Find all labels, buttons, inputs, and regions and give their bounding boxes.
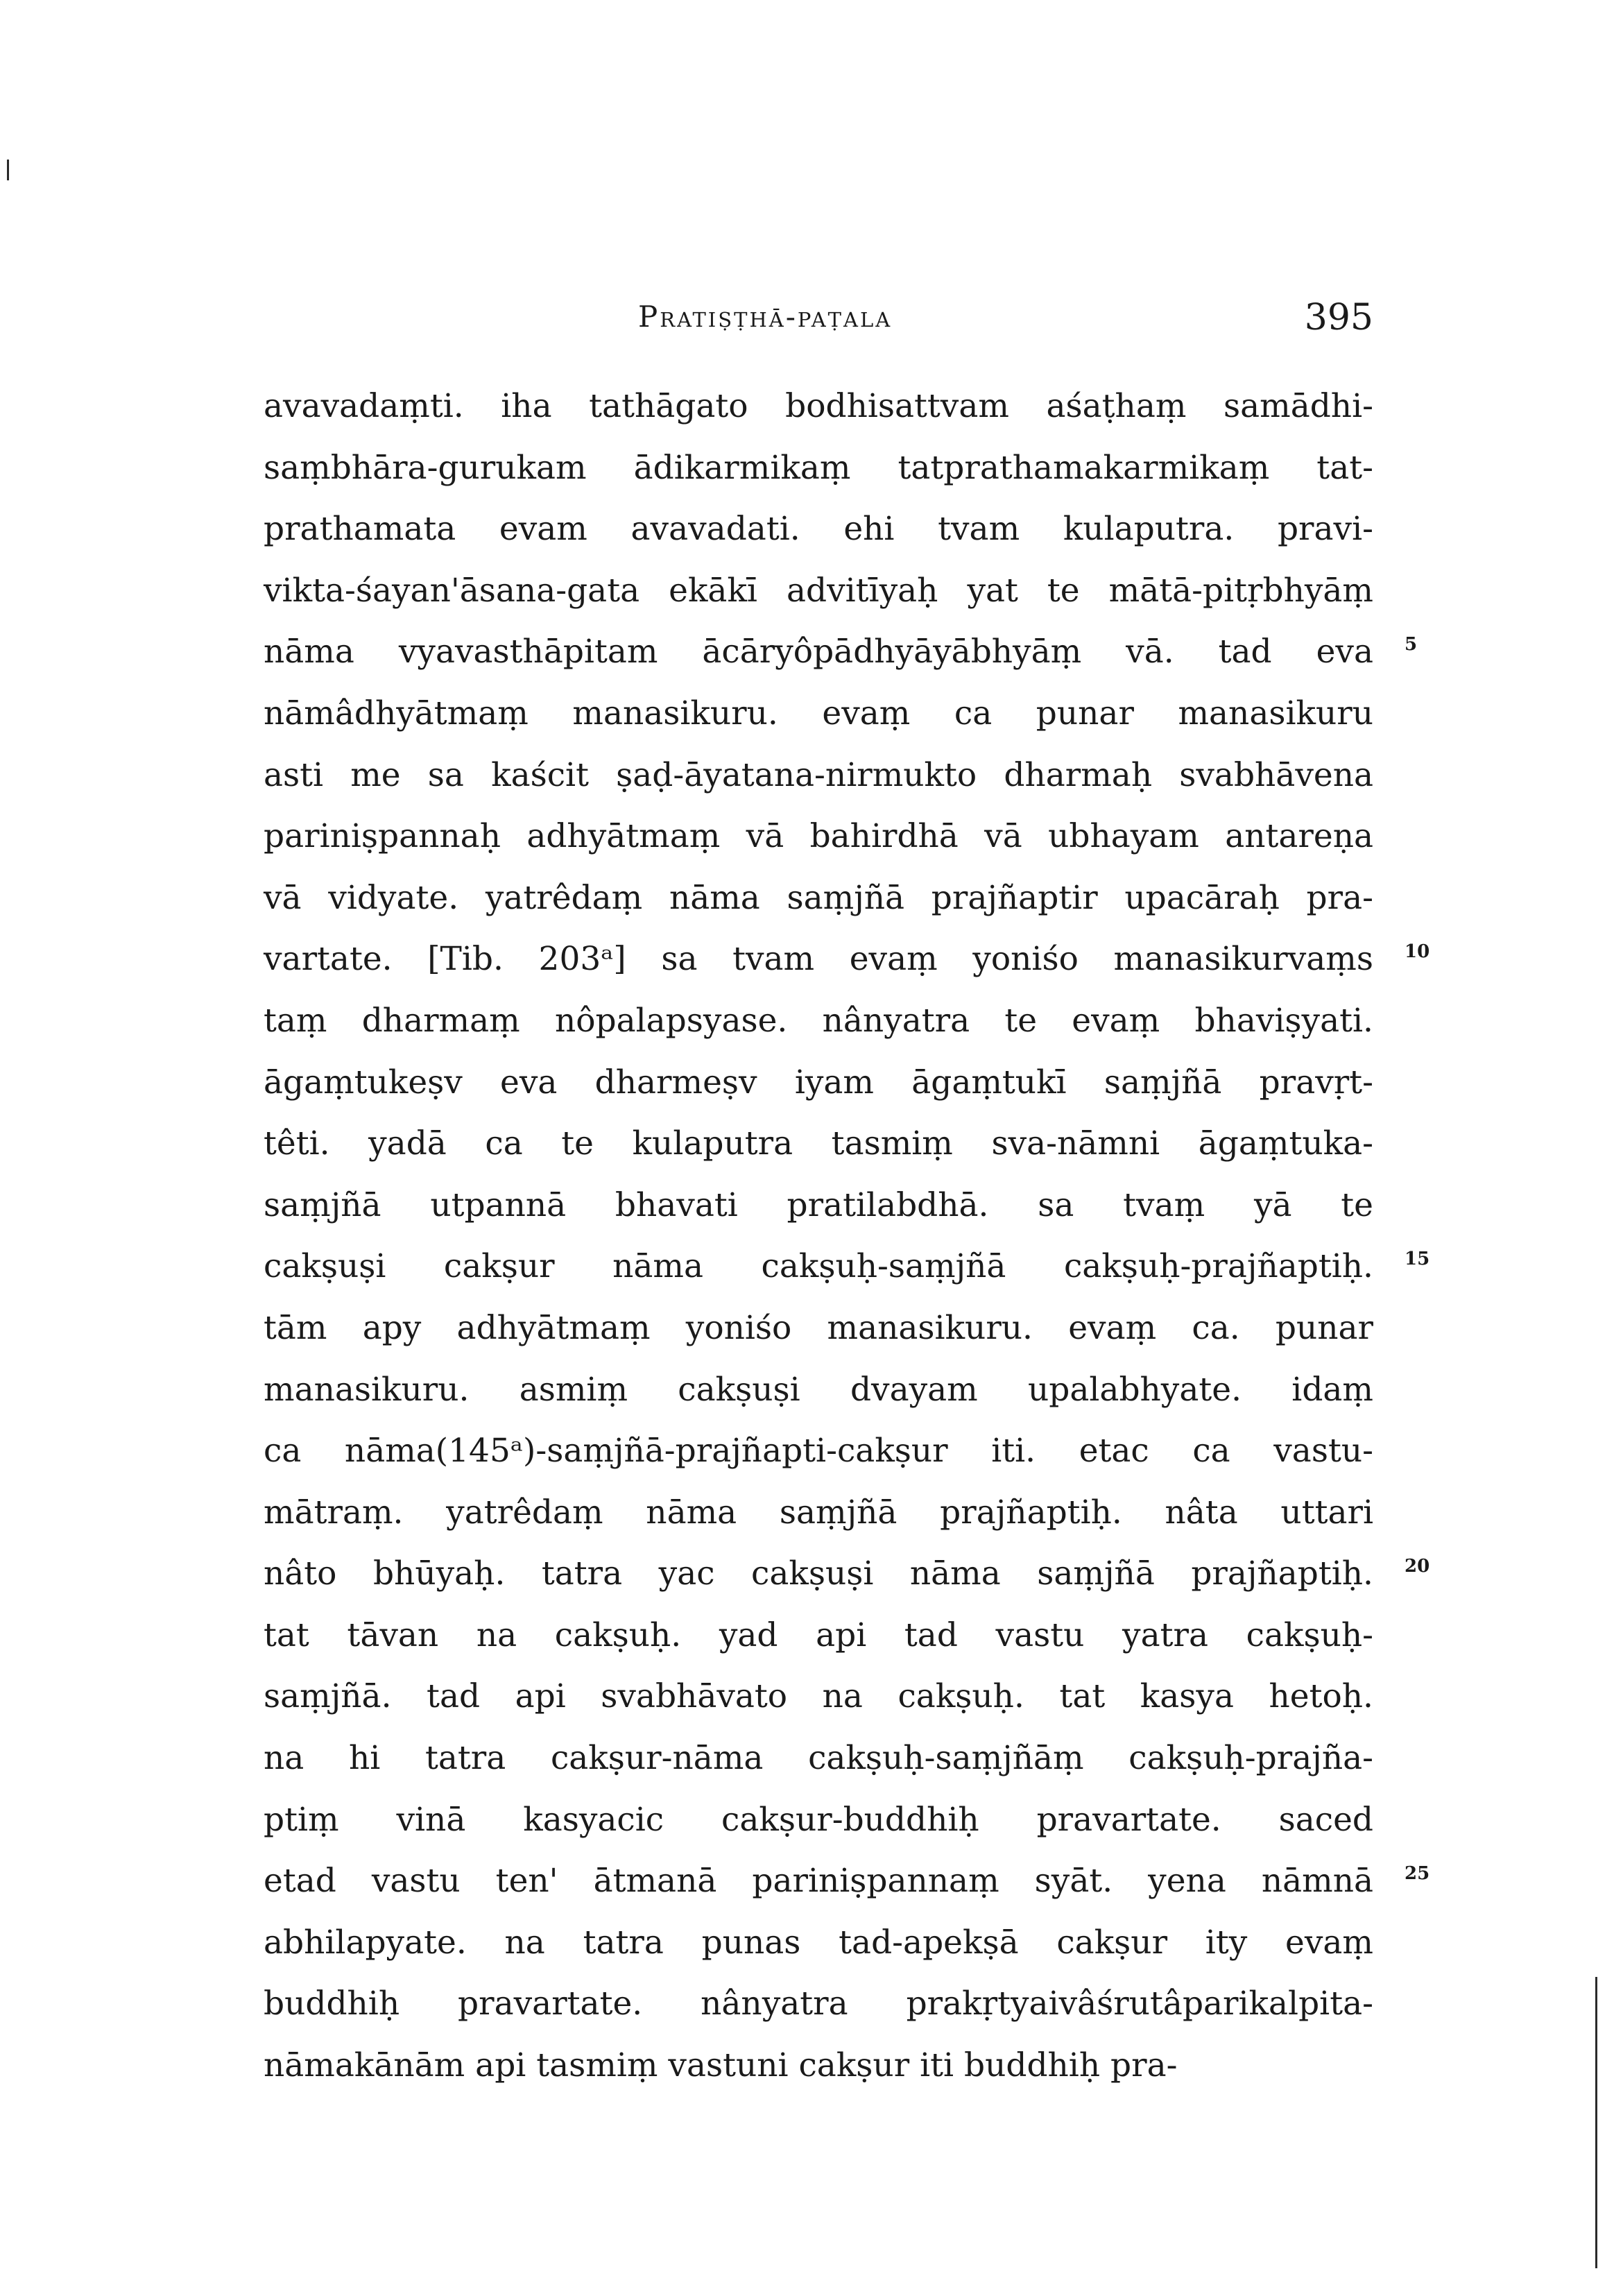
- text-line: tat tāvan na cakṣuḥ. yad api tad vastu yatra cakṣuḥ-: [264, 1616, 1373, 1654]
- scan-edge-mark: [1595, 1977, 1597, 2268]
- text-line: cakṣuṣi cakṣur nāma cakṣuḥ-saṃjñā cakṣuḥ-prajñaptiḥ.: [264, 1247, 1373, 1286]
- text-line: etad vastu ten' ātmanā pariniṣpannaṃ syāt. yena nāmnā: [264, 1862, 1373, 1901]
- line-number: 25: [1405, 1863, 1430, 1884]
- text-line: pariniṣpannaḥ adhyātmaṃ vā bahirdhā vā ubhayam antareṇa: [264, 817, 1373, 856]
- line-number: 15: [1405, 1249, 1430, 1269]
- line-number: 5: [1405, 634, 1418, 655]
- text-line: mātraṃ. yatrêdaṃ nāma saṃjñā prajñaptiḥ. nâta uttari: [264, 1493, 1373, 1532]
- text-line: vikta-śayan'āsana-gata ekākī advitīyaḥ yat te mātā-pitṛbhyāṃ: [264, 571, 1373, 610]
- text-line: saṃjñā utpannā bhavati pratilabdhā. sa tvaṃ yā te: [264, 1185, 1373, 1224]
- text-line: saṃbhāra-gurukam ādikarmikaṃ tatprathamakarmikaṃ tat-: [264, 448, 1373, 487]
- text-line: nâto bhūyaḥ. tatra yac cakṣuṣi nāma saṃjñā prajñaptiḥ.: [264, 1554, 1373, 1593]
- scan-edge-mark: [7, 160, 9, 180]
- text-line: vartate. [Tib. 203ᵃ] sa tvam evaṃ yoniśo manasikurvaṃs: [264, 940, 1373, 979]
- text-line: na hi tatra cakṣur-nāma cakṣuḥ-saṃjñāṃ cakṣuḥ-prajña-: [264, 1739, 1373, 1778]
- text-line: prathamata evam avavadati. ehi tvam kulaputra. pravi-: [264, 510, 1373, 549]
- line-number: 20: [1405, 1556, 1430, 1577]
- text-line: nāmâdhyātmaṃ manasikuru. evaṃ ca punar manasikuru: [264, 694, 1373, 733]
- text-line: têti. yadā ca te kulaputra tasmiṃ sva-nāmni āgaṃtuka-: [264, 1124, 1373, 1163]
- body-text: [264, 376, 1373, 2097]
- text-line: saṃjñā. tad api svabhāvato na cakṣuḥ. tat kasya hetoḥ.: [264, 1677, 1373, 1716]
- text-line: buddhiḥ pravartate. nânyatra prakṛtyaivâśrutâparikalpita-: [264, 1985, 1373, 2023]
- text-line: ptiṃ vinā kasyacic cakṣur-buddhiḥ pravartate. saced: [264, 1800, 1373, 1839]
- running-title: Pratiṣṭhā-paṭala: [638, 300, 893, 334]
- text-line: tām apy adhyātmaṃ yoniśo manasikuru. evaṃ ca. punar: [264, 1308, 1373, 1347]
- text-line: vā vidyate. yatrêdaṃ nāma saṃjñā prajñaptir upacāraḥ pra-: [264, 878, 1373, 917]
- text-line: āgaṃtukeṣv eva dharmeṣv iyam āgaṃtukī saṃjñā pravṛt-: [264, 1063, 1373, 1102]
- running-head: [264, 297, 1373, 348]
- page-number: 395: [1304, 297, 1373, 339]
- text-line: asti me sa kaścit ṣaḍ-āyatana-nirmukto dharmaḥ svabhāvena: [264, 755, 1373, 794]
- line-number: 10: [1405, 941, 1430, 962]
- text-line: avavadaṃti. iha tathāgato bodhisattvam aśaṭhaṃ samādhi-: [264, 387, 1373, 425]
- text-line: ca nāma(145ᵃ)-saṃjñā-prajñapti-cakṣur iti. etac ca vastu-: [264, 1432, 1373, 1471]
- text-line: nāma vyavasthāpitam ācāryôpādhyāyābhyāṃ vā. tad eva: [264, 633, 1373, 671]
- text-line: abhilapyate. na tatra punas tad-apekṣā cakṣur ity evaṃ: [264, 1923, 1373, 1962]
- text-line: nāmakānām api tasmiṃ vastuni cakṣur iti buddhiḥ pra-: [264, 2046, 1178, 2085]
- text-line: taṃ dharmaṃ nôpalapsyase. nânyatra te evaṃ bhaviṣyati.: [264, 1001, 1373, 1040]
- text-line: manasikuru. asmiṃ cakṣuṣi dvayam upalabhyate. idaṃ: [264, 1370, 1373, 1409]
